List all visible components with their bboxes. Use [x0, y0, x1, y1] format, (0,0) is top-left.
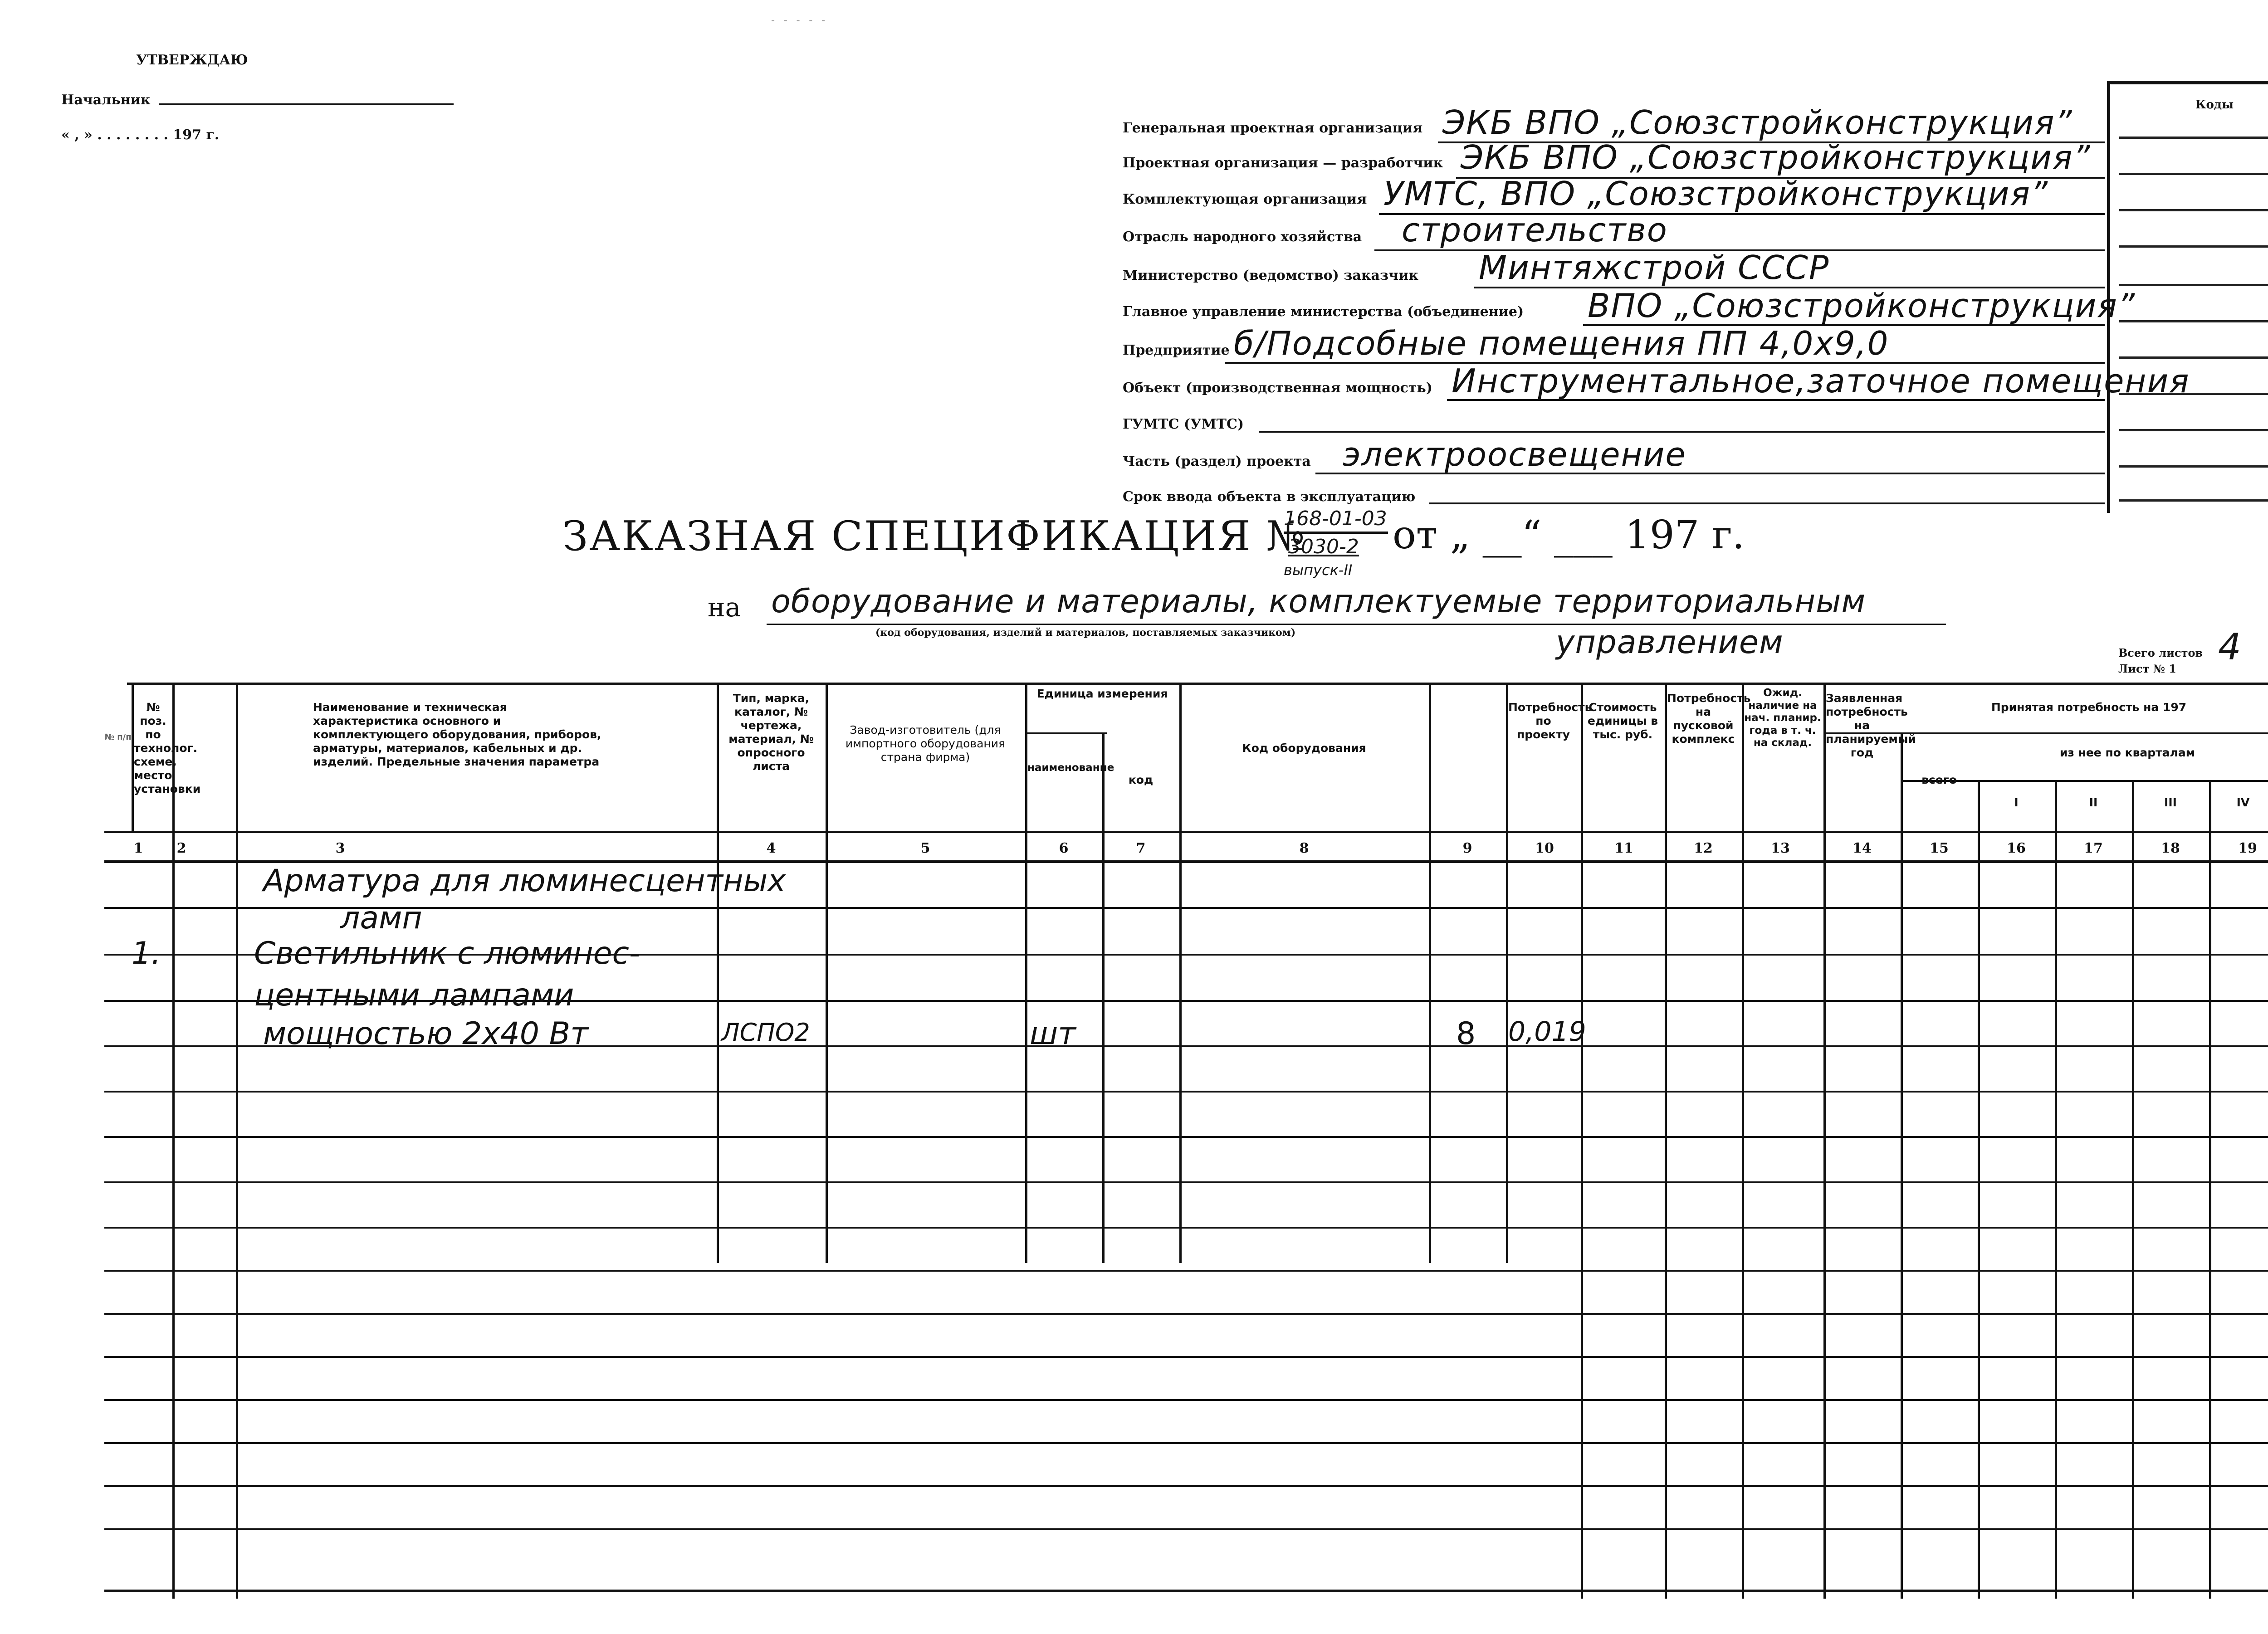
row-line	[104, 1181, 2268, 1183]
col-number: 8	[1299, 840, 1309, 856]
col-header-15: I	[2014, 796, 2019, 809]
field-label-ministry: Министерство (ведомство) заказчик	[1123, 268, 1418, 283]
field-label-project-part: Часть (раздел) проекта	[1123, 454, 1311, 469]
col-header-13: Заявленная потребность на планируемый год	[1826, 692, 1916, 759]
col-border	[826, 683, 828, 1263]
col-number: 3	[335, 840, 345, 856]
col-number: 11	[1614, 840, 1633, 856]
table-cell-type: ЛСПО2	[721, 1018, 810, 1047]
sheet-number: Лист № 1	[2118, 662, 2177, 675]
code-line	[2119, 320, 2268, 322]
col-number: 13	[1771, 840, 1790, 856]
subject-value-2: управлением	[1556, 624, 1784, 661]
table-cell-name: Арматура для люминесцентных	[263, 863, 786, 899]
col-header-7: код	[1128, 773, 1154, 786]
col-number: 10	[1535, 840, 1554, 856]
codes-header: Коды	[2195, 98, 2234, 112]
col-header-6: наименование	[1027, 762, 1114, 774]
sheets-total-value: 4	[2218, 626, 2241, 668]
code-line	[2119, 245, 2268, 248]
col-header-2: № поз. по технолог. схеме, место установки	[134, 701, 201, 795]
col-number: 6	[1059, 840, 1069, 856]
table-cell-name: ламп	[340, 900, 422, 936]
row-line	[104, 1356, 2268, 1358]
field-value-ministry: Минтяжстрой СССР	[1479, 249, 1830, 287]
sheets-total-label: Всего листов	[2118, 646, 2203, 659]
col-header-12: Ожид. наличие на нач. планир. года в т. ч. на склад.	[1744, 687, 1821, 749]
col-border	[1102, 732, 1105, 1263]
table-cell-name: Светильник с люминес-	[254, 936, 640, 971]
row-line	[104, 1227, 2268, 1229]
spec-number-bottom: 3030-2	[1288, 535, 1359, 558]
col-number: 17	[2084, 840, 2103, 856]
col-border	[1823, 683, 1826, 1599]
row-line	[104, 1270, 2268, 1272]
code-line	[2119, 393, 2268, 395]
col-border	[2132, 780, 2134, 1599]
field-value-designer-org: ЭКБ ВПО „Союзстройконструкция”	[1461, 138, 2091, 176]
col-header-5: Завод-изготовитель (для импортного оборудования страна фирма)	[845, 723, 1006, 764]
quarters-group-header: из нее по кварталам	[2059, 746, 2195, 759]
codes-column	[2107, 81, 2268, 513]
field-line	[1259, 431, 2105, 433]
row-line	[104, 1399, 2268, 1401]
field-value-supply-org: УМТС, ВПО „Союзстройконструкция”	[1383, 175, 2049, 213]
accepted-group-header: Принятая потребность на 197	[1991, 701, 2187, 714]
field-value-industry: строительство	[1402, 211, 1668, 249]
col-number: 9	[1462, 840, 1472, 856]
row-line	[104, 1442, 2268, 1444]
col-border	[1978, 780, 1980, 1599]
chief-signature-line	[159, 103, 454, 105]
row-line	[104, 1528, 2268, 1530]
spec-number-top: 168-01-03	[1284, 507, 1387, 530]
field-label-supply-org: Комплектующая организация	[1123, 191, 1367, 207]
col-number: 15	[1930, 840, 1949, 856]
col-header-4: Тип, марка, каталог, № чертежа, материал, № опросного листа	[728, 692, 814, 773]
subject-prefix: на	[708, 592, 741, 623]
col-header-17: III	[2164, 796, 2177, 809]
code-line	[2119, 356, 2268, 359]
code-line	[2119, 429, 2268, 431]
col-border	[1429, 683, 1431, 1263]
code-line	[2119, 465, 2268, 468]
subject-caption: (код оборудования, изделий и материалов, поставляемых заказчиком)	[875, 627, 1296, 639]
table-bottom-border	[104, 1590, 2268, 1592]
table-top-border	[127, 683, 2268, 685]
col-border	[172, 683, 175, 1599]
col-number: 7	[1136, 840, 1146, 856]
col-header-3: Наименование и техническая характеристика основного и комплектующего оборудования, приборов, арматуры, материалов, кабельных и др. изделий. Предельные значения параметра	[313, 701, 601, 768]
field-value-general-org: ЭКБ ВПО „Союзстройконструкция”	[1442, 103, 2073, 141]
col-header-8: Код оборудования	[1242, 741, 1366, 755]
col-border	[2055, 780, 2057, 1599]
unit-group-header: Единица измерения	[1036, 687, 1168, 700]
field-value-project-part: электроосвещение	[1343, 435, 1686, 473]
specification-table	[104, 683, 2268, 1612]
field-label-object: Объект (производственная мощность)	[1123, 380, 1432, 396]
field-label-main-dept: Главное управление министерства (объединение)	[1123, 304, 1524, 320]
table-cell-name: мощностью 2х40 Вт	[263, 1016, 588, 1052]
col-header-11: Потребность на пусковой комплекс	[1667, 692, 1751, 746]
col-number: 19	[2238, 840, 2257, 856]
col-number: 1	[133, 840, 143, 856]
table-cell-cost: 0,019	[1508, 1016, 1586, 1048]
header-bottom-rule	[104, 831, 2268, 833]
col-number: 18	[2161, 840, 2180, 856]
field-label-industry: Отрасль народного хозяйства	[1123, 229, 1362, 245]
field-value-enterprise: б/Подсобные помещения ПП 4,0х9,0	[1234, 324, 1889, 362]
field-label-gumts: ГУМТС (УМТС)	[1123, 416, 1244, 432]
row-line	[104, 1313, 2268, 1315]
row-line	[104, 907, 2268, 909]
code-line	[2119, 284, 2268, 286]
row-line	[104, 1091, 2268, 1093]
col-header-9: Потребность по проекту	[1508, 701, 1592, 741]
spec-issue-note: выпуск-II	[1284, 561, 1353, 579]
chief-label: Начальник	[61, 92, 151, 108]
code-line	[2119, 499, 2268, 502]
col-header-10: Стоимость единицы в тыс. руб.	[1587, 701, 1658, 741]
field-label-designer-org: Проектная организация — разработчик	[1123, 155, 1443, 171]
field-line	[1429, 502, 2105, 504]
col-border	[1179, 683, 1182, 1263]
table-cell-unit: шт	[1030, 1016, 1076, 1052]
col-border	[1742, 683, 1744, 1599]
approval-date: « , » . . . . . . . . 197 г.	[61, 127, 220, 143]
table-cell-name: центными лампами	[254, 977, 574, 1013]
col-header-14: всего	[1921, 773, 1957, 786]
field-value-object: Инструментальное,заточное помещения	[1452, 362, 2190, 400]
col-header-1: № п/п	[104, 732, 132, 742]
field-label-commissioning: Срок ввода объекта в эксплуатацию	[1123, 489, 1416, 505]
unit-group-rule	[1025, 732, 1107, 734]
col-border	[1665, 683, 1667, 1599]
row-line	[104, 1485, 2268, 1487]
col-border	[2209, 780, 2211, 1599]
spec-number-divider	[1284, 532, 1388, 534]
col-border	[236, 683, 238, 1599]
subject-value: оборудование и материалы, комплектуемые территориальным	[771, 583, 1866, 620]
top-marks: - - - - -	[771, 14, 828, 26]
col-border	[1506, 683, 1508, 1263]
col-number: 16	[2007, 840, 2026, 856]
document-title: ЗАКАЗНАЯ СПЕЦИФИКАЦИЯ №	[562, 512, 1306, 560]
approval-title: УТВЕРЖДАЮ	[136, 52, 248, 68]
code-line	[2119, 173, 2268, 175]
field-label-general-org: Генеральная проектная организация	[1123, 120, 1423, 136]
code-line	[2119, 209, 2268, 211]
col-border	[1581, 683, 1583, 1599]
row-line	[104, 1136, 2268, 1138]
table-cell-number: 1.	[132, 936, 161, 971]
col-number: 5	[920, 840, 930, 856]
field-line	[1315, 473, 2105, 474]
col-border	[1901, 732, 1903, 1599]
col-number: 4	[766, 840, 776, 856]
code-line	[2119, 137, 2268, 139]
table-cell-quantity: 8	[1456, 1016, 1476, 1052]
col-header-18: IV	[2236, 796, 2250, 809]
field-label-enterprise: Предприятие	[1123, 342, 1230, 358]
field-line	[1447, 399, 2105, 401]
col-number: 12	[1694, 840, 1713, 856]
col-number: 2	[176, 840, 186, 856]
spec-date: от „ __“ ___ 197 г.	[1393, 512, 1745, 558]
field-value-main-dept: ВПО „Союзстройконструкция”	[1588, 287, 2136, 325]
col-number: 14	[1853, 840, 1872, 856]
col-header-16: II	[2089, 796, 2098, 809]
